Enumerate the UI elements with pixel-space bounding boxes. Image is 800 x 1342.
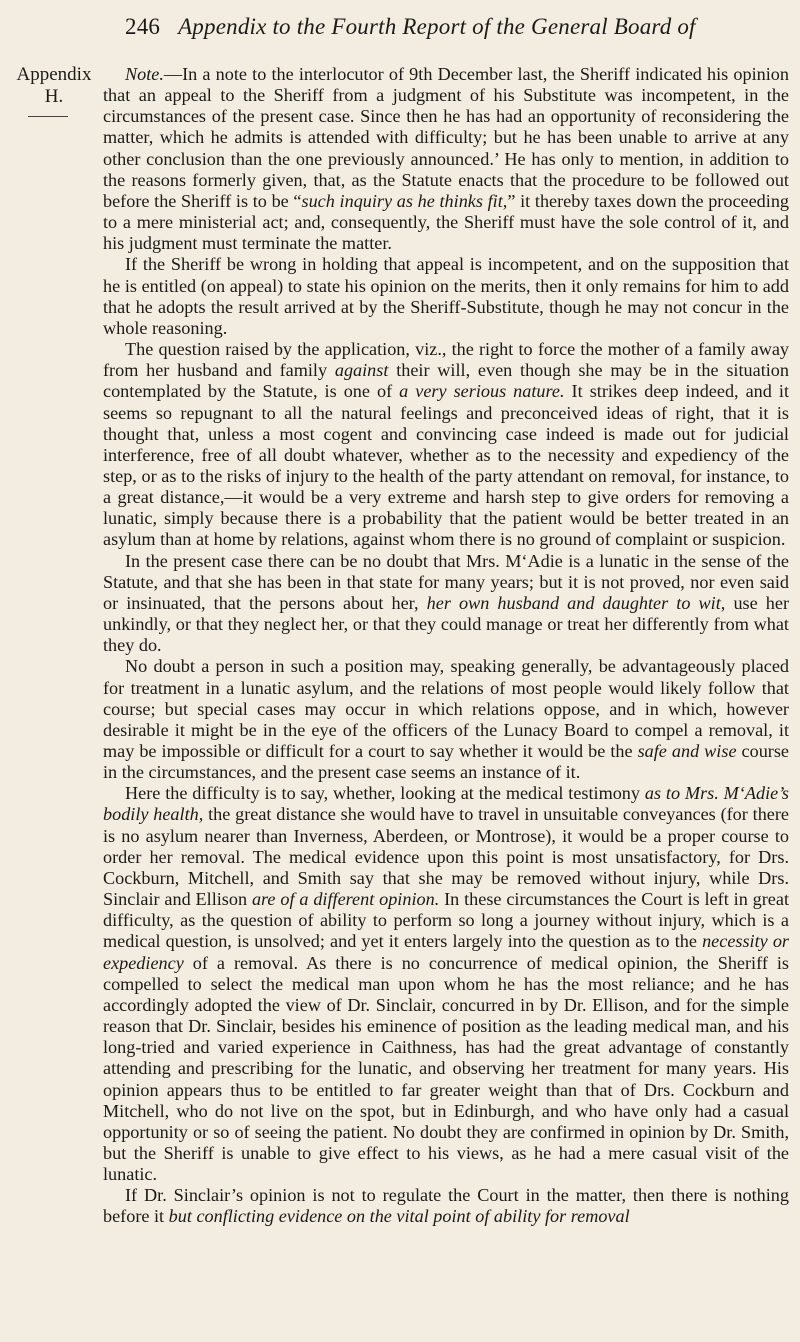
text-run: their will, even though she may be in the situation contemplated by the Statute, is one of <box>103 360 789 402</box>
text-run: If Dr. Sinclair’s opinion is not to regulate the Court in the matter, then there is nothing before it <box>103 1185 789 1227</box>
body-text <box>103 64 789 1228</box>
margin-rule <box>28 116 68 117</box>
paragraph <box>103 254 789 339</box>
paragraph <box>103 783 789 1185</box>
running-title: Appendix to the Fourth Report of the General Board of <box>178 14 696 39</box>
italic-text: are of a different opinion. <box>251 889 440 910</box>
text-run: course in the circumstances, and the present case seems an instance of it. <box>103 741 790 783</box>
italic-text: necessity or expediency <box>103 931 790 973</box>
text-run: If the Sheriff be wrong in holding that appeal is incompetent, and on the supposition that he is entitled (on appeal) to state his opinion on the merits, then it only remains for him to add that he adopts the result arrived at by the Sheriff-Substitute, though he may not concur in the whole reasoning. <box>103 254 789 338</box>
text-run: Here the difficulty is to say, whether, looking at the medical testimony <box>125 783 645 804</box>
italic-text: such inquiry as he thinks fit, <box>301 190 508 211</box>
italic-text: but conflicting evidence on the vital point of ability for removal <box>168 1206 630 1227</box>
italic-text: against <box>334 360 389 381</box>
running-header <box>125 14 785 40</box>
paragraph <box>103 339 789 551</box>
italic-text: Note. <box>125 64 164 84</box>
italic-text: safe and wise <box>637 741 737 761</box>
margin-label-appendix: Appendix <box>16 64 92 85</box>
italic-text: her own husband and daughter to wit, <box>426 592 726 613</box>
text-run: —In a note to the interlocutor of 9th December last, the Sheriff indicated his opinion that an appeal to the Sheriff from a judgment of his Substitute was incompetent, in the circumstances of the present case. Since then he has had an opportunity of reconsidering the matter, which he admits is attended with difficulty; but he has been unable to arrive at any other conclusion than the one previously announced.’ He has only to mention, in addition to the reasons formerly given, that, as the Statute enacts that the procedure to be followed out before the Sheriff is to be “ <box>103 64 789 211</box>
paragraph <box>103 656 789 783</box>
paragraph <box>103 551 789 657</box>
italic-text: as to Mrs. M‘Adie’s bodily health, <box>103 783 789 825</box>
text-run: use her unkindly, or that they neglect her, or that they could manage or treat her differently from what they do. <box>103 592 790 656</box>
paragraph <box>103 1185 789 1227</box>
margin-label-letter: H. <box>44 86 64 107</box>
paragraph <box>103 64 789 254</box>
text-run: In the present case there can be no doubt that Mrs. M‘Adie is a lunatic in the sense of the Statute, and that she has been in that state for many years; but it is not proved, nor even said or insinuated, that the persons about her, <box>103 550 789 613</box>
text-run: It strikes deep indeed, and it seems so repugnant to all the natural feelings and preconceived ideas of right, that it is thought that, unless a most cogent and convincing case indeed is made out for judicial interference, free of all doubt whatever, whether as to the necessity and expediency of the step, or as to the risks of injury to the health of the party attendant on removal, for instance, to a great distance,—it would be a very extreme and harsh step to give orders for removing a lunatic, simply because there is a probability that the patient would be better treated in an asylum than at home by relations, against whom there is no ground of complaint or suspicion. <box>103 381 789 550</box>
text-run: ” it thereby taxes down the proceeding to a mere ministerial act; and, consequently, the Sheriff must have the sole control of it, and his judgment must terminate the matter. <box>103 190 790 254</box>
text-run: In these circumstances the Court is left in great difficulty, as the question of ability to perform so long a journey without injury, which is a medical question, is unsolved; and yet it enters largely into the question as to the <box>103 889 789 952</box>
text-run: the great distance she would have to travel in unsuitable conveyances (for there is no asylum nearer than Inverness, Aberdeen, or Montrose), it would be a proper course to order her removal. The medical evidence upon this point is most unsatisfactory, for Drs. Cockburn, Mitchell, and Smith say that she may be removed without injury, while Drs. Sinclair and Ellison <box>103 804 789 910</box>
text-run: The question raised by the application, viz., the right to force the mother of a family away from her husband and family <box>103 339 789 381</box>
italic-text: a very serious nature. <box>399 381 565 402</box>
margin-note <box>6 64 102 108</box>
text-run: of a removal. As there is no concurrence of medical opinion, the Sheriff is compelled to select the medical man upon whom he has the most reliance; and he has accordingly adopted the view of Dr. Sinclair, concurred in by Dr. Ellison, and for the simple reason that Dr. Sinclair, besides his eminence of position as the leading medical man, and his long-tried and varied experience in Caithness, has had the great advantage of constantly attending and prescribing for the lunatic, and observing her treatment for many years. His opinion appears thus to be entitled to far greater weight than that of Drs. Cockburn and Mitchell, who do not live on the spot, but in Edinburgh, and who have only had a casual opportunity or so of seeing the patient. No doubt they are confirmed in opinion by Dr. Smith, but the Sheriff is unable to give effect to his views, as he had a mere casual visit of the lunatic. <box>103 952 789 1185</box>
page-number: 246 <box>125 14 161 39</box>
text-run: No doubt a person in such a position may, speaking generally, be advantageously placed for treatment in a lunatic asylum, and the relations of most people would likely follow that course; but special cases may occur in which relations oppose, and in which, however desirable it might be in the eye of the officers of the Lunacy Board to compel a removal, it may be impossible or difficult for a court to say whether it would be the <box>103 656 789 761</box>
